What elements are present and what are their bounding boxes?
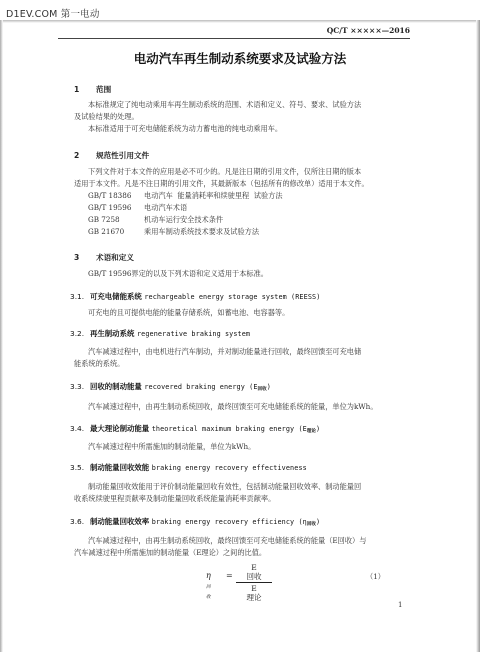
section-2 <box>74 150 414 161</box>
term-3-5 <box>70 462 420 473</box>
site-watermark: D1EV.COM 第一电动 <box>6 9 100 20</box>
term-heading <box>70 328 420 339</box>
paragraph: 本标准规定了纯电动乘用车再生制动系统的范围、术语和定义、符号、要求、试验方法 <box>88 100 362 109</box>
term-heading <box>70 423 420 434</box>
term-en: braking energy recovery efficiency (η <box>151 518 307 526</box>
section-number: 3 <box>74 253 80 262</box>
term-en-tail: ) <box>266 383 271 391</box>
term-number: 3.2. <box>70 329 85 338</box>
fraction-bar <box>236 582 272 583</box>
section-3 <box>74 252 414 263</box>
term-number: 3.3. <box>70 382 85 391</box>
section-1 <box>74 84 414 95</box>
paragraph: GB/T 19596界定的以及下列术语和定义适用于本标准。 <box>88 269 268 278</box>
paragraph: 本标准适用于可充电储能系统为动力蓄电池的纯电动乘用车。 <box>88 124 283 133</box>
definition: 可充电的且可提供电能的能量存储系统，如蓄电池、电容器等。 <box>88 308 290 317</box>
section-title: 术语和定义 <box>96 253 134 262</box>
term-cn: 回收的制动能量 <box>90 382 142 391</box>
reference-title: 电动汽车术语 <box>144 203 188 212</box>
term-3-3-def <box>74 401 414 413</box>
term-number: 3.6. <box>70 517 85 526</box>
term-en-tail: ) <box>316 518 321 526</box>
subscript: 回收 <box>257 387 267 392</box>
section-number: 1 <box>74 85 80 94</box>
page-title: 电动汽车再生制动系统要求及试验方法 <box>133 51 347 66</box>
section-2-body <box>74 166 414 238</box>
section-number: 2 <box>74 151 80 160</box>
definition: 汽车减速过程中所需施加的制动能量（E理论）之间的比值。 <box>74 548 267 557</box>
scan-edge-left <box>0 20 3 652</box>
reference-code: GB 21670 <box>88 227 125 236</box>
section-2-heading <box>74 150 414 161</box>
term-3-1-def <box>74 307 414 319</box>
term-3-3 <box>70 381 420 392</box>
subscript: 理论 <box>306 429 317 434</box>
scan-edge-right <box>476 20 480 652</box>
term-en-tail: ) <box>316 425 321 433</box>
reference-item <box>74 214 414 226</box>
term-heading <box>70 291 420 302</box>
paragraph: 适用于本文件。凡是不注日期的引用文件，其最新版本（包括所有的修改单）适用于本文件。 <box>74 179 369 188</box>
header-rule <box>58 38 410 39</box>
page-number: 1 <box>398 601 403 609</box>
equation-number: （1） <box>366 572 385 581</box>
scan-edge-top <box>0 20 480 23</box>
paragraph: 及试验结果的处理。 <box>74 112 139 121</box>
formula-fraction <box>236 563 272 602</box>
term-heading <box>70 462 420 473</box>
formula-numerator: E 回收 <box>246 563 262 581</box>
section-3-heading <box>74 252 414 263</box>
term-cn: 可充电储能系统 <box>90 292 142 301</box>
term-number: 3.4. <box>70 424 85 433</box>
term-en: braking energy recovery effectiveness <box>151 464 307 472</box>
term-3-1 <box>70 291 420 302</box>
term-3-4-def <box>74 441 414 453</box>
section-title: 范围 <box>96 85 112 94</box>
section-title: 规范性引用文件 <box>96 151 150 160</box>
term-3-6 <box>70 516 420 527</box>
section-3-body <box>74 268 414 280</box>
term-3-4 <box>70 423 420 434</box>
reference-code: GB/T 19596 <box>88 203 132 212</box>
term-en: recovered braking energy (E <box>144 383 258 391</box>
definition: 收系统续驶里程贡献率及制动能量回收系统能量消耗率贡献率。 <box>74 494 276 503</box>
reference-title: 电动汽车 能量消耗率和续驶里程 试验方法 <box>144 191 283 200</box>
reference-item <box>74 226 414 238</box>
term-cn: 最大理论制动能量 <box>90 424 150 433</box>
subscript: 回收 <box>306 522 317 527</box>
term-cn: 制动能量回收效能 <box>90 463 150 472</box>
reference-item <box>74 202 414 214</box>
standard-code: QC/T ×××××—2016 <box>326 26 410 35</box>
term-heading <box>70 516 420 527</box>
reference-title: 机动车运行安全技术条件 <box>144 215 224 224</box>
formula-equals: = <box>226 571 233 580</box>
reference-title: 乘用车制动系统技术要求及试验方法 <box>144 227 260 236</box>
definition: 汽车减速过程中所需施加的制动能量，单位为kWh。 <box>88 442 256 451</box>
section-1-heading <box>74 84 414 95</box>
term-number: 3.5. <box>70 463 85 472</box>
term-3-5-def <box>74 481 414 505</box>
definition: 汽车减速过程中，由电机进行汽车制动，并对制动能量进行回收，最终回馈至可充电储 <box>88 347 362 356</box>
reference-code: GB/T 18386 <box>88 191 132 200</box>
definition: 汽车减速过程中，由再生制动系统回收，最终回馈至可充电储能系统的能量，单位为kWh。 <box>88 402 378 411</box>
term-heading <box>70 381 420 392</box>
term-en: theoretical maximum braking energy (E <box>151 425 307 433</box>
section-1-body <box>74 99 414 135</box>
formula-denominator: E 理论 <box>246 584 262 602</box>
term-cn: 再生制动系统 <box>90 329 135 338</box>
definition: 制动能量回收效能用于评价制动能量回收有效性，包括制动能量回收效率、制动能量回 <box>88 482 362 491</box>
term-3-2-def <box>74 346 414 370</box>
term-en: regenerative braking system <box>136 330 251 338</box>
term-3-2 <box>70 328 420 339</box>
definition: 汽车减速过程中，由再生制动系统回收，最终回馈至可充电储能系统的能量（E回收）与 <box>88 536 367 545</box>
reference-code: GB 7258 <box>88 215 120 224</box>
term-en: rechargeable energy storage system (REESS) <box>144 293 321 301</box>
term-3-6-def <box>74 535 414 559</box>
term-number: 3.1. <box>70 292 85 301</box>
reference-item <box>74 190 414 202</box>
term-cn: 制动能量回收效率 <box>90 517 150 526</box>
definition: 能系统的系统。 <box>74 359 125 368</box>
formula-lhs: $\eta_{回收}$ <box>206 571 211 600</box>
paragraph: 下列文件对于本文件的应用是必不可少的。凡是注日期的引用文件，仅所注日期的版本 <box>88 167 362 176</box>
